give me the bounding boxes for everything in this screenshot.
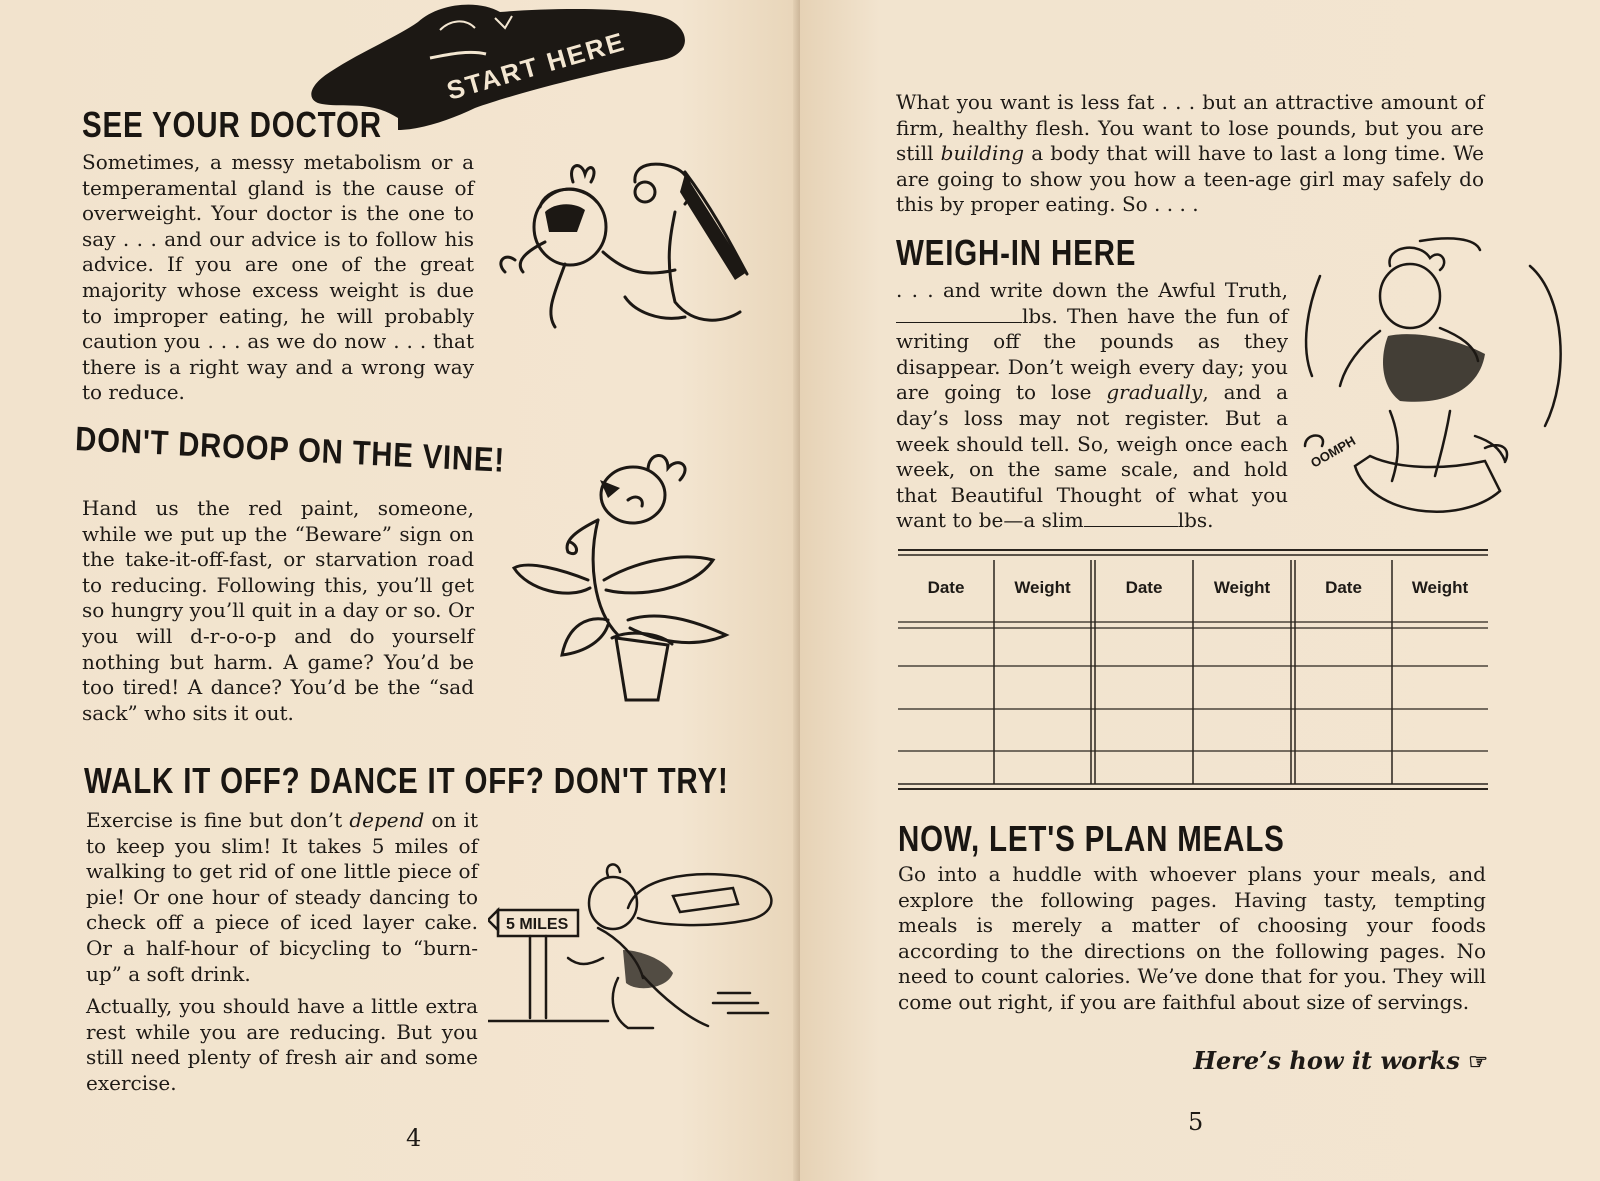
see-doctor-text — [82, 150, 474, 406]
walk-text-post: on it to keep you slim! It takes 5 miles of walking to get rid of one little piece of pie! Or one hour of steady dancing to check off a piece of iced layer cake. Or a half-hour of bicycling to “burn-up” a soft drink. — [86, 808, 478, 986]
weigh-in-lbs1: lbs. Then have the fun of writing off the pounds as they disappear. Don’t weigh every day; you are going to lose — [896, 303, 1288, 405]
weight-log-table — [898, 548, 1488, 792]
start-here-label: START HERE — [443, 26, 629, 106]
see-doctor-paragraph: Sometimes, a messy metabolism or a temperamental gland is the cause of overweight. Your doctor is the one to say . . . and our advice is to follow his advice. If you are one of the great majority whose excess weight is due to improper eating, he will probably caution you . . . as we do now . . . that there is a right way and a wrong way to reduce. — [82, 150, 474, 405]
heres-how-it-works-label: Here’s how it works — [1193, 1046, 1460, 1075]
walk-paragraph-2: Actually, you should have a little extra rest while you are reducing. But you still need plenty of fresh air and some exercise. — [86, 994, 478, 1095]
goal-weight-blank[interactable] — [1084, 510, 1178, 527]
table-header-date-2: Date — [1125, 578, 1163, 597]
weigh-in-emphasis: gradually — [1106, 380, 1203, 405]
plan-meals-text — [898, 862, 1486, 1016]
scale-sound-text: OOMPH — [1308, 433, 1359, 471]
table-header-weight-3: Weight — [1411, 578, 1469, 597]
table-header-date-3: Date — [1325, 578, 1362, 597]
intro-text-emphasis: building — [940, 141, 1025, 166]
intro-text-post: a body that will have to last a long time. We are going to show you how a teen-age girl may safely do this by proper eating. So . . . . — [896, 141, 1484, 217]
plan-meals-heading: NOW, LET'S PLAN MEALS — [898, 818, 1285, 859]
weigh-in-lbs2: lbs. — [1177, 508, 1214, 533]
five-miles-sign-text: 5 MILES — [506, 916, 569, 933]
girl-on-scale-illustration — [1300, 236, 1570, 526]
walk-text — [86, 808, 478, 1097]
droop-heading: DON'T DROOP ON THE VINE! — [74, 420, 506, 480]
weigh-in-line1: . . . and write down the Awful Truth, — [896, 278, 1288, 302]
pointing-hand-icon: ☞ — [1468, 1049, 1488, 1075]
intro-text — [896, 90, 1484, 218]
table-header-date-1: Date — [927, 578, 965, 597]
walk-text-pre: Exercise is fine but don’t — [86, 808, 350, 832]
walking-girl-illustration — [488, 858, 778, 1043]
weigh-in-paragraph — [896, 278, 1288, 534]
table-header-weight-2: Weight — [1213, 578, 1271, 597]
droop-text — [82, 496, 474, 726]
weigh-in-mid: , and a day’s loss may not register. But a week should tell. So, weigh once each week, on the same scale, and hold that Beautiful Thought of what you want to be—a slim — [896, 380, 1288, 533]
current-weight-blank[interactable] — [896, 306, 1022, 323]
droopy-plant-illustration — [508, 440, 738, 710]
plan-meals-paragraph: Go into a huddle with whoever plans your meals, and explore the following pages. Having tasty, tempting meals is merely a matter of choosing your foods according to the directions on the following pages. No need to count calories. We’ve done that for you. They will come out right, if you are faithful about size of servings. — [898, 862, 1486, 1014]
intro-paragraph — [896, 90, 1484, 218]
table-header-weight-1: Weight — [1014, 578, 1071, 597]
page-number-4: 4 — [406, 1124, 422, 1152]
see-doctor-heading: SEE YOUR DOCTOR — [82, 104, 382, 145]
doctor-patient-illustration — [485, 152, 755, 337]
walk-paragraph-1 — [86, 808, 478, 987]
intro-text-pre: What you want is less fat . . . but an attractive amount of firm, healthy flesh. You want to lose pounds, but you are still — [896, 90, 1484, 166]
heres-how-it-works-link[interactable] — [1170, 1046, 1488, 1075]
walk-heading: WALK IT OFF? DANCE IT OFF? DON'T TRY! — [84, 760, 729, 801]
weigh-in-text — [896, 278, 1288, 534]
right-page — [800, 0, 1600, 1181]
droop-paragraph: Hand us the red paint, someone, while we put up the “Beware” sign on the take-it-off-fast, or starvation road to reducing. Following this, you’ll get so hungry you’ll quit in a day or so. Or you will d-r-o-o-p and do yourself nothing but harm. A game? You’d be too tired! A dance? You’d be the “sad sack” who sits it out. — [82, 496, 474, 725]
walk-text-emphasis: depend — [349, 808, 425, 832]
page-number-5: 5 — [1188, 1108, 1204, 1136]
weigh-in-heading: WEIGH-IN HERE — [896, 232, 1137, 273]
